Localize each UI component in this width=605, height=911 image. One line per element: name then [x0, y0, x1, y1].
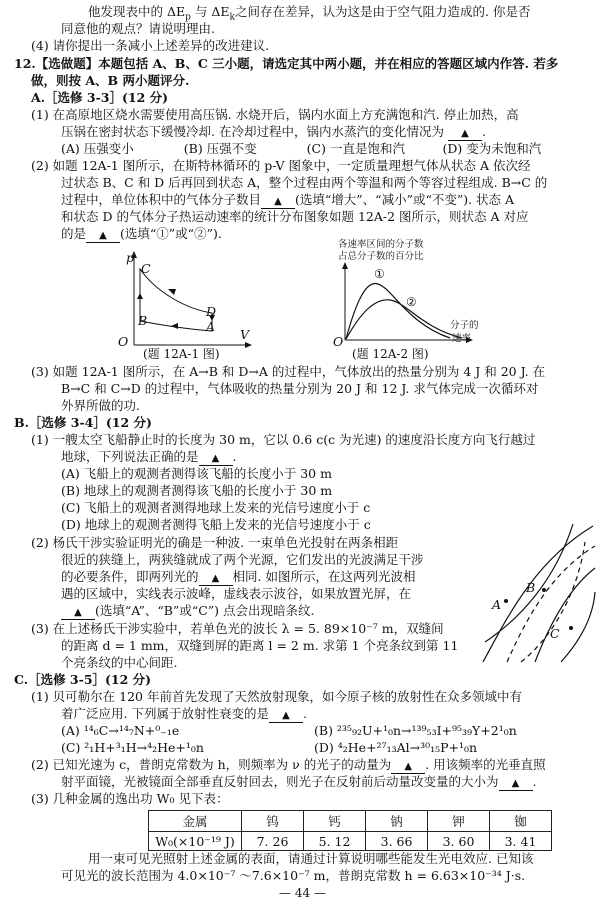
answer-blank: ▲ [86, 227, 120, 243]
fig1-x-label: V [240, 327, 250, 342]
a2-line-5: 的是 ▲ (选填“①”或“②”). [61, 226, 222, 241]
metal-name: 铷 [490, 811, 552, 832]
c1-option-d: (D) ⁴₂He+²⁷₁₃Al→³⁰₁₅P+¹₀n [314, 740, 478, 755]
fig1-origin: O [118, 334, 129, 349]
c2-line-1: (2) 已知光速为 c，普朗克常数为 h，则频率为 ν 的光子的动量为 ▲ . 用该频率的光垂直照 [31, 757, 546, 772]
a2-line-4: 和状态 D 的气体分子热运动速率的统计分布图象如题 12A-2 图所示，则状态 A 对应 [61, 209, 529, 224]
a2-line-2: 过状态 B、C 和 D 后再回到状态 A，整个过程由两个等温和两个等容过程组成. B→C 的 [61, 175, 548, 190]
b1-line-2: 地球，下列说法正确的是 ▲ . [61, 449, 237, 464]
c3-para-2: 可见光的波长范围为 4.0×10⁻⁷ ～7.6×10⁻⁷ m，普朗克常数 h = 6.63×10⁻³⁴ J·s. [61, 868, 526, 883]
a2-line-3: 过程中，单位体积中的气体分子数目 ▲ (选填“增大”、“减小”或“不变”). 状态 A [61, 192, 515, 207]
work-function-value: 3. 66 [366, 832, 428, 851]
work-function-value: 3. 41 [490, 832, 552, 851]
b2-line-3: 的必要条件，即两列光的 ▲ 相同. 如图所示，在这两列光波相 [61, 569, 416, 584]
answer-blank: ▲ [448, 125, 482, 141]
b2-line-5: ▲ (选填“A”、“B”或“C”) 点会出现暗条纹. [61, 603, 314, 620]
table-row-label: W₀(×10⁻¹⁹ J) [149, 832, 242, 851]
fig2-ylabel-2: 占总分子数的百分比 [338, 251, 424, 262]
section-a-heading: A.［选修 3-3］(12 分) [31, 90, 169, 105]
b3-line-2: 的距离 d = 1 mm，双缝到屏的距离 l = 2 m. 求第 1 个亮条纹到第 11 [61, 638, 459, 653]
answer-blank: ▲ [199, 450, 233, 466]
interference-figure [477, 522, 599, 664]
answer-blank: ▲ [261, 193, 295, 209]
b3-line-1: (3) 在上述杨氏干涉实验中，若单色光的波长 λ = 5. 89×10⁻⁷ m，双缝间 [31, 621, 444, 636]
page-number: — 44 — [279, 886, 326, 900]
c1-option-b: (B) ²³⁵₉₂U+¹₀n→¹³⁹₅₃I+⁹⁵₃₉Y+2¹₀n [314, 723, 517, 738]
wave-point-b: B [526, 580, 536, 595]
answer-blank: ▲ [199, 570, 233, 586]
section-b-heading: B.［选修 3-4］(12 分) [14, 415, 152, 430]
table-header-label: 金属 [149, 811, 242, 832]
b1-option-a: (A) 飞船上的观测者测得该飞船的长度小于 30 m [61, 466, 332, 481]
a2-line-1: (2) 如题 12A-1 图所示，在斯特林循环的 p-V 图象中，一定质量理想气体从状态 A 依次经 [31, 158, 531, 173]
q12-title: 12.【选做题】本题包括 A、B、C 三小题，请选定其中两小题，并在相应的答题区域内作答. 若多 [14, 56, 559, 71]
b2-line-2: 很近的狭缝上，两狭缝就成了两个光源，它们发出的光波满足干涉 [61, 552, 424, 567]
c1-option-a: (A) ¹⁴₆C→¹⁴₇N+⁰₋₁e [61, 723, 180, 738]
answer-blank: ▲ [499, 775, 533, 791]
work-function-value: 3. 60 [428, 832, 490, 851]
a3-line-2: B→C 和 C→D 的过程中，气体吸收的热量分别为 20 J 和 12 J. 求气体完成一次循环对 [61, 381, 539, 396]
work-function-table [148, 810, 552, 851]
fig1-point-c: C [141, 261, 151, 276]
q11-line-2: 同意他的观点？请说明理由. [61, 21, 215, 36]
metal-name: 钠 [366, 811, 428, 832]
fig2-xlabel-2: 速率 [452, 333, 472, 344]
a1-options: (A) 压强变小 (B) 压强不变 (C) 一直是饱和汽 (D) 变为未饱和汽 [61, 141, 542, 156]
b3-line-3: 个亮条纹的中心间距. [61, 655, 178, 670]
fig2-curve-1-label: ① [374, 267, 385, 281]
q11-part-4: (4) 请你提出一条减小上述差异的改进建议. [31, 38, 270, 53]
c3-line-1: (3) 几种金属的逸出功 W₀ 见下表： [31, 791, 229, 806]
answer-blank: ▲ [61, 604, 95, 620]
answer-blank: ▲ [269, 707, 303, 723]
a1-line-2: 压锅在密封状态下缓慢冷却. 在冷却过程中，锅内水蒸汽的变化情况为 ▲ . [61, 124, 486, 139]
table-row [149, 832, 552, 851]
fig2-xlabel-1: 分子的 [450, 320, 479, 331]
b1-option-d: (D) 地球上的观测者测得飞船上发来的光信号速度小于 c [61, 517, 371, 532]
b1-line-1: (1) 一艘太空飞船静止时的长度为 30 m，它以 0.6 c(c 为光速) 的速度沿长度方向飞行越过 [31, 432, 536, 447]
answer-blank: ▲ [391, 758, 425, 774]
c2-line-2: 射平面镜，光被镜面全部垂直反射回去，则光子在反射前后动量改变量的大小为 ▲ . [61, 774, 537, 789]
b2-line-1: (2) 杨氏干涉实验证明光的确是一种波. 一束单色光投射在两条相距 [31, 535, 399, 550]
metal-name: 钙 [304, 811, 366, 832]
q12-title-2: 做，则按 A、B 两小题评分. [31, 73, 190, 88]
table-header-row [149, 811, 552, 832]
fig1-point-a: A [206, 319, 216, 334]
b1-option-b: (B) 地球上的观测者测得该飞船的长度小于 30 m [61, 483, 333, 498]
wave-point-a: A [492, 597, 502, 612]
fig1-point-d: D [206, 304, 217, 319]
a1-line-1: (1) 在高原地区烧水需要使用高压锅. 水烧开后，锅内水面上方充满饱和汽. 停止加热，高 [31, 107, 519, 122]
q11-line-1: 他发现表中的 $\Delta E_p$ 与 $\Delta E_k$之间存在差异，认为这是由于空气阻力造成的. 你是否 [88, 4, 531, 23]
wave-point-c: C [550, 626, 560, 641]
metal-name: 钾 [428, 811, 490, 832]
fig1-point-b: B [138, 313, 148, 328]
a3-line-3: 外界所做的功. [61, 398, 140, 413]
work-function-value: 5. 12 [304, 832, 366, 851]
fig2-origin: O [333, 334, 344, 349]
fig1-y-label: p [126, 250, 135, 265]
fig2-curve-2-label: ② [406, 295, 417, 309]
c3-para-1: 用一束可见光照射上述金属的表面，请通过计算说明哪些能发生光电效应. 已知该 [88, 851, 534, 866]
fig1-caption: (题 12A-1 图) [143, 347, 220, 361]
figure-12a-1 [116, 247, 256, 352]
metal-name: 钨 [242, 811, 304, 832]
a3-line-1: (3) 如题 12A-1 图所示，在 A→B 和 D→A 的过程中，气体放出的热量分别为 4 J 和 20 J. 在 [31, 364, 546, 379]
fig2-caption: (题 12A-2 图) [352, 347, 429, 361]
b2-line-4: 遇的区域中，实线表示波峰，虚线表示波谷，如果放置光屏，在 [61, 586, 412, 601]
work-function-value: 7. 26 [242, 832, 304, 851]
c1-option-c: (C) ²₁H+³₁H→⁴₂He+¹₀n [61, 740, 204, 755]
c1-line-2: 着广泛应用. 下列属于放射性衰变的是 ▲ . [61, 706, 307, 721]
b1-option-c: (C) 飞船上的观测者测得地球上发来的光信号速度小于 c [61, 500, 371, 515]
fig2-ylabel-1: 各速率区间的分子数 [338, 239, 424, 250]
section-c-heading: C.［选修 3-5］(12 分) [14, 672, 152, 687]
c1-line-1: (1) 贝可勒尔在 120 年前首先发现了天然放射现象，如今原子核的放射性在众多领域中有 [31, 689, 522, 704]
